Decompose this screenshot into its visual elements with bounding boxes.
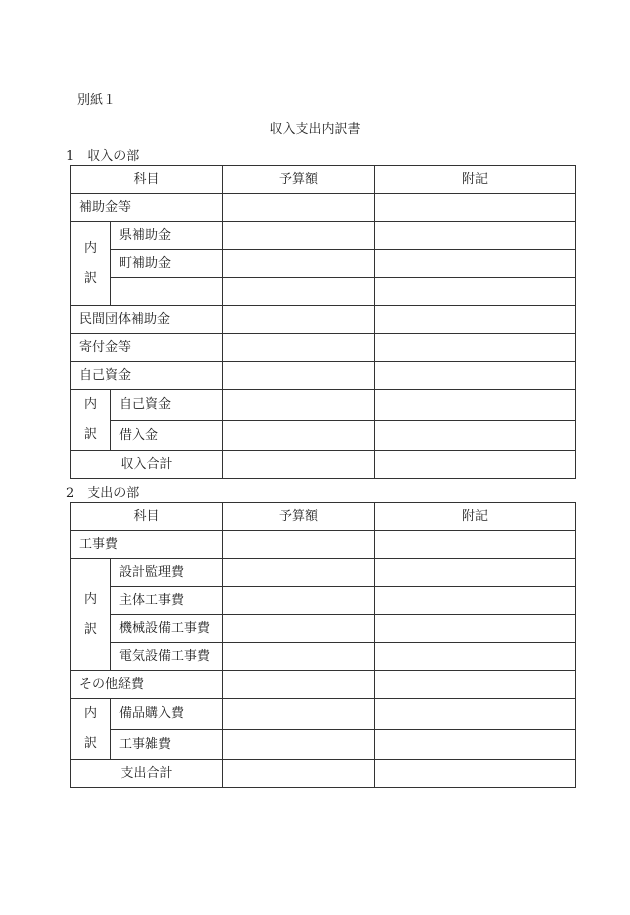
- table-row: [71, 643, 576, 671]
- table-row: [71, 531, 576, 559]
- breakdown-label: 内 訳: [71, 390, 111, 451]
- expense-heading: 2 支出の部: [66, 486, 140, 501]
- table-row: [71, 194, 576, 222]
- row-label-pref-subsidy: 県補助金: [111, 222, 223, 250]
- budget-cell[interactable]: [223, 760, 375, 788]
- notes-cell[interactable]: [375, 559, 576, 587]
- row-label-main-construction: 主体工事費: [111, 587, 223, 615]
- notes-cell[interactable]: [375, 250, 576, 278]
- table-row: [71, 559, 576, 587]
- budget-cell[interactable]: [223, 531, 375, 559]
- table-row: [71, 278, 576, 306]
- table-row: [71, 362, 576, 390]
- row-label-other-expenses: その他経費: [71, 671, 223, 699]
- attachment-label: 別紙１: [77, 93, 117, 108]
- budget-cell[interactable]: [223, 250, 375, 278]
- budget-cell[interactable]: [223, 420, 375, 451]
- notes-cell[interactable]: [375, 643, 576, 671]
- row-label-electrical: 電気設備工事費: [111, 643, 223, 671]
- budget-cell[interactable]: [223, 671, 375, 699]
- row-label-blank[interactable]: [111, 278, 223, 306]
- row-label-design-supervision: 設計監理費: [111, 559, 223, 587]
- row-label-construction: 工事費: [71, 531, 223, 559]
- budget-cell[interactable]: [223, 390, 375, 421]
- breakdown-label: 内 訳: [71, 699, 111, 760]
- notes-cell[interactable]: [375, 729, 576, 760]
- row-label-donations: 寄付金等: [71, 334, 223, 362]
- row-label-expense-total: 支出合計: [71, 760, 223, 788]
- budget-cell[interactable]: [223, 306, 375, 334]
- table-header-row: [71, 503, 576, 531]
- row-label-private-subsidy: 民間団体補助金: [71, 306, 223, 334]
- notes-cell[interactable]: [375, 451, 576, 479]
- notes-cell[interactable]: [375, 194, 576, 222]
- row-label-misc: 工事雑費: [111, 729, 223, 760]
- table-row: [71, 306, 576, 334]
- notes-cell[interactable]: [375, 671, 576, 699]
- table-row: [71, 729, 576, 760]
- document-title: 収入支出内訳書: [269, 122, 361, 137]
- budget-cell[interactable]: [223, 451, 375, 479]
- table-row: [71, 615, 576, 643]
- budget-cell[interactable]: [223, 587, 375, 615]
- budget-cell[interactable]: [223, 643, 375, 671]
- notes-cell[interactable]: [375, 334, 576, 362]
- table-row: [71, 587, 576, 615]
- notes-cell[interactable]: [375, 615, 576, 643]
- header-notes: 附記: [375, 503, 576, 531]
- table-row: [71, 671, 576, 699]
- income-heading: 1 収入の部: [66, 149, 140, 164]
- row-label-own-funds-item: 自己資金: [111, 390, 223, 421]
- expense-table: [70, 502, 576, 788]
- header-budget: 予算額: [223, 503, 375, 531]
- row-label-income-total: 収入合計: [71, 451, 223, 479]
- row-label-equipment: 備品購入費: [111, 699, 223, 730]
- table-row: [71, 451, 576, 479]
- budget-cell[interactable]: [223, 699, 375, 730]
- budget-cell[interactable]: [223, 559, 375, 587]
- notes-cell[interactable]: [375, 760, 576, 788]
- budget-cell[interactable]: [223, 194, 375, 222]
- row-label-town-subsidy: 町補助金: [111, 250, 223, 278]
- notes-cell[interactable]: [375, 278, 576, 306]
- header-notes: 附記: [375, 166, 576, 194]
- budget-cell[interactable]: [223, 362, 375, 390]
- row-label-own-funds: 自己資金: [71, 362, 223, 390]
- income-table: [70, 165, 576, 479]
- table-row: [71, 250, 576, 278]
- row-label-mechanical: 機械設備工事費: [111, 615, 223, 643]
- notes-cell[interactable]: [375, 390, 576, 421]
- budget-cell[interactable]: [223, 278, 375, 306]
- table-row: [71, 334, 576, 362]
- budget-cell[interactable]: [223, 729, 375, 760]
- table-row: [71, 390, 576, 421]
- budget-cell[interactable]: [223, 334, 375, 362]
- notes-cell[interactable]: [375, 362, 576, 390]
- header-subject: 科目: [71, 166, 223, 194]
- table-row: [71, 420, 576, 451]
- notes-cell[interactable]: [375, 699, 576, 730]
- notes-cell[interactable]: [375, 222, 576, 250]
- row-label-subsidy: 補助金等: [71, 194, 223, 222]
- table-row: [71, 699, 576, 730]
- table-row: [71, 222, 576, 250]
- header-subject: 科目: [71, 503, 223, 531]
- table-header-row: [71, 166, 576, 194]
- row-label-loan: 借入金: [111, 420, 223, 451]
- table-row: [71, 760, 576, 788]
- header-budget: 予算額: [223, 166, 375, 194]
- breakdown-label: 内 訳: [71, 559, 111, 671]
- notes-cell[interactable]: [375, 420, 576, 451]
- notes-cell[interactable]: [375, 306, 576, 334]
- breakdown-label: 内 訳: [71, 222, 111, 306]
- budget-cell[interactable]: [223, 222, 375, 250]
- notes-cell[interactable]: [375, 531, 576, 559]
- notes-cell[interactable]: [375, 587, 576, 615]
- budget-cell[interactable]: [223, 615, 375, 643]
